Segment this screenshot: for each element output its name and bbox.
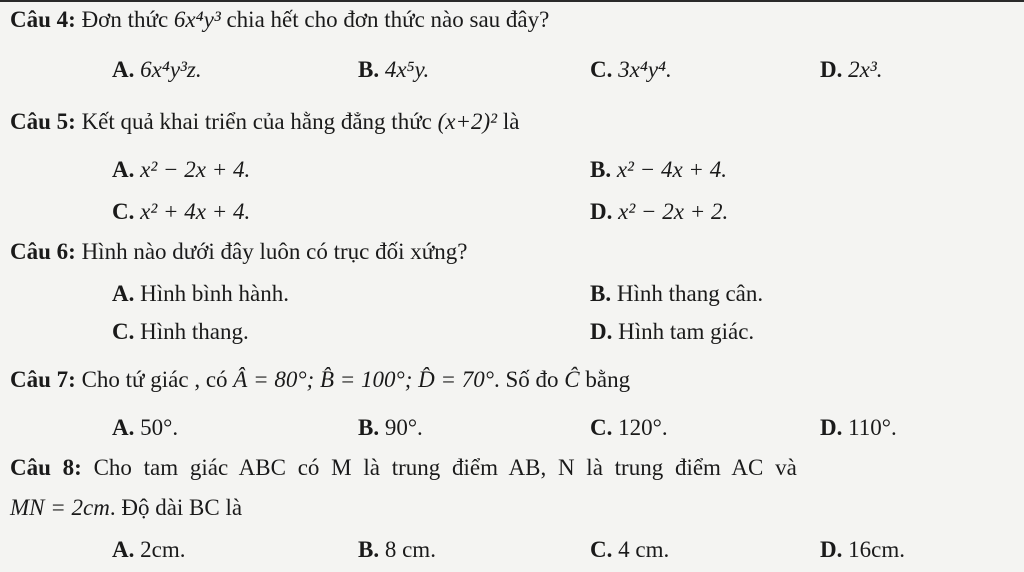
option-text: x² − 4x + 4.	[616, 157, 727, 182]
option-c[interactable]	[590, 414, 668, 442]
option-letter: D.	[820, 415, 843, 440]
option-letter: A.	[112, 157, 135, 182]
math-expression: 6x⁴y³	[173, 7, 221, 32]
option-text: 4x⁵y.	[384, 57, 430, 82]
option-letter: B.	[590, 157, 612, 182]
option-letter: B.	[358, 57, 380, 82]
option-text: 2cm.	[140, 537, 186, 562]
option-c[interactable]	[112, 318, 249, 346]
option-letter: A.	[112, 537, 135, 562]
option-b[interactable]	[358, 56, 429, 84]
option-letter: C.	[590, 415, 613, 440]
top-border	[0, 0, 1024, 2]
question-text: chia hết cho đơn thức nào sau đây?	[226, 7, 550, 32]
math-expression: (x+2)²	[437, 109, 498, 134]
option-text: 90°.	[384, 415, 423, 440]
option-a[interactable]	[112, 414, 178, 442]
option-text: Hình thang.	[140, 319, 249, 344]
option-b[interactable]	[358, 536, 436, 564]
option-b[interactable]	[358, 414, 423, 442]
question-text: Cho tam giác ABC có M là trung điểm AB, N là trung điểm AC và	[93, 455, 797, 480]
angle-symbol: Ĉ	[564, 367, 580, 392]
question-text: Hình nào dưới đây luôn có trục đối xứng?	[81, 239, 468, 264]
option-letter: D.	[820, 57, 843, 82]
question-8	[10, 454, 797, 482]
option-letter: A.	[112, 57, 135, 82]
option-a[interactable]	[112, 156, 250, 184]
option-text: 8 cm.	[384, 537, 436, 562]
question-label: Câu 6:	[10, 239, 76, 264]
question-8-line2	[10, 494, 242, 522]
question-label: Câu 4:	[10, 7, 76, 32]
question-label: Câu 5:	[10, 109, 76, 134]
option-letter: C.	[112, 199, 135, 224]
option-letter: B.	[590, 281, 612, 306]
option-letter: D.	[590, 319, 613, 344]
question-label: Câu 8:	[10, 455, 82, 480]
option-d[interactable]	[590, 318, 754, 346]
option-d[interactable]	[820, 536, 905, 564]
option-text: Hình thang cân.	[616, 281, 764, 306]
option-text: x² − 2x + 4.	[140, 157, 251, 182]
option-c[interactable]	[112, 198, 250, 226]
option-text: x² + 4x + 4.	[140, 199, 251, 224]
option-a[interactable]	[112, 56, 202, 84]
option-b[interactable]	[590, 280, 763, 308]
option-text: 50°.	[140, 415, 179, 440]
question-text: Cho tứ giác , có	[81, 367, 228, 392]
question-4	[10, 6, 549, 34]
option-letter: A.	[112, 415, 135, 440]
option-letter: C.	[590, 537, 613, 562]
question-7	[10, 366, 630, 394]
option-text: 16cm.	[848, 537, 905, 562]
question-text: là	[502, 109, 520, 134]
option-letter: D.	[820, 537, 843, 562]
question-label: Câu 7:	[10, 367, 76, 392]
math-expression: MN = 2cm	[10, 495, 110, 520]
option-a[interactable]	[112, 280, 289, 308]
option-text: 3x⁴y⁴.	[618, 57, 672, 82]
option-c[interactable]	[590, 536, 669, 564]
option-text: 120°.	[618, 415, 668, 440]
option-letter: A.	[112, 281, 135, 306]
option-text: Hình tam giác.	[618, 319, 755, 344]
question-5	[10, 108, 519, 136]
option-d[interactable]	[590, 198, 728, 226]
option-letter: B.	[358, 537, 380, 562]
option-text: 4 cm.	[618, 537, 670, 562]
option-d[interactable]	[820, 414, 897, 442]
math-expression: Â = 80°; B̂ = 100°; D̂ = 70°	[233, 367, 494, 392]
question-text: . Số đo	[493, 367, 559, 392]
question-text: . Độ dài BC là	[109, 495, 243, 520]
question-text: Đơn thức	[81, 7, 169, 32]
option-b[interactable]	[590, 156, 727, 184]
question-6	[10, 238, 467, 266]
option-text: x² − 2x + 2.	[618, 199, 729, 224]
option-text: 6x⁴y³z.	[140, 57, 202, 82]
question-text: Kết quả khai triển của hằng đẳng thức	[81, 109, 432, 134]
option-letter: D.	[590, 199, 613, 224]
option-text: 110°.	[848, 415, 897, 440]
option-letter: B.	[358, 415, 380, 440]
option-letter: C.	[112, 319, 135, 344]
option-a[interactable]	[112, 536, 185, 564]
option-letter: C.	[590, 57, 613, 82]
option-text: 2x³.	[848, 57, 883, 82]
option-c[interactable]	[590, 56, 672, 84]
option-d[interactable]	[820, 56, 882, 84]
question-text: bằng	[585, 367, 631, 392]
option-text: Hình bình hành.	[140, 281, 289, 306]
